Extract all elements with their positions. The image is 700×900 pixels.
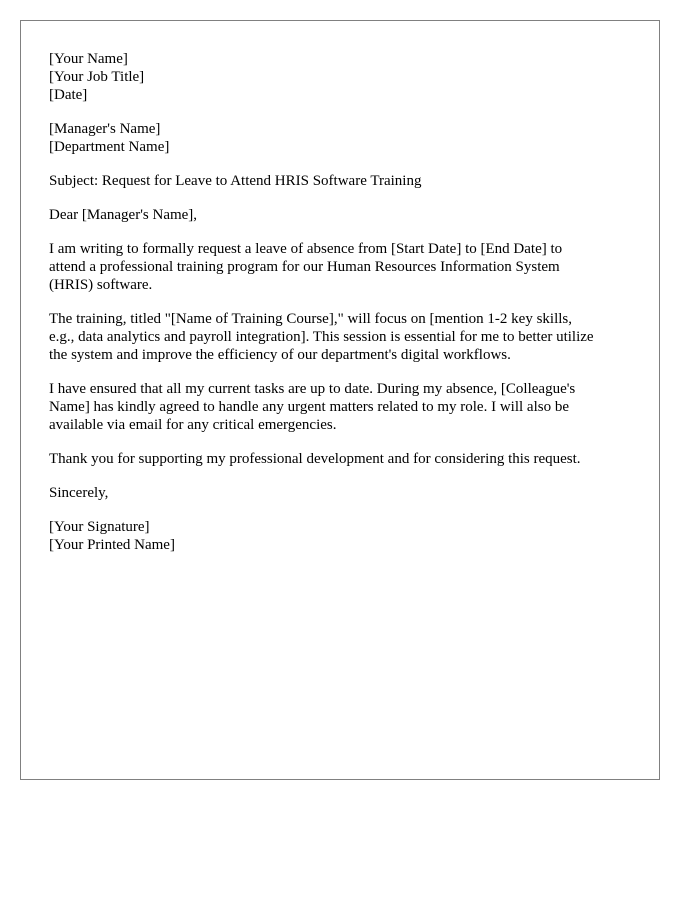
- letter-document: [20, 20, 660, 780]
- body-paragraph-2: [49, 310, 631, 364]
- signature-block: [49, 518, 631, 554]
- body-paragraph-1: [49, 240, 631, 294]
- body-paragraph-4: [49, 450, 631, 468]
- paragraph-line: I am writing to formally request a leave of absence from [Start Date] to [End Date] to: [49, 241, 563, 257]
- letter-date: [Date]: [49, 87, 88, 103]
- paragraph-line: (HRIS) software.: [49, 277, 153, 293]
- subject-line: [49, 172, 631, 190]
- sender-job-title: [Your Job Title]: [49, 69, 145, 85]
- paragraph-line: available via email for any critical emergencies.: [49, 417, 337, 433]
- paragraph-line: the system and improve the efficiency of our department's digital workflows.: [49, 347, 511, 363]
- sender-name: [Your Name]: [49, 51, 128, 67]
- paragraph-line: I have ensured that all my current tasks are up to date. During my absence, [Colleague's: [49, 381, 576, 397]
- signature-placeholder: [Your Signature]: [49, 519, 150, 535]
- salutation-text: Dear [Manager's Name],: [49, 207, 198, 223]
- paragraph-line: Thank you for supporting my professional development and for considering this request.: [49, 451, 581, 467]
- body-paragraph-3: [49, 380, 631, 434]
- recipient-name: [Manager's Name]: [49, 121, 161, 137]
- paragraph-line: e.g., data analytics and payroll integration]. This session is essential for me to better utilize: [49, 329, 594, 345]
- subject-text: Subject: Request for Leave to Attend HRIS Software Training: [49, 173, 422, 189]
- paragraph-line: Name] has kindly agreed to handle any urgent matters related to my role. I will also be: [49, 399, 569, 415]
- printed-name: [Your Printed Name]: [49, 537, 175, 553]
- paragraph-line: attend a professional training program for our Human Resources Information System: [49, 259, 560, 275]
- closing-text: Sincerely,: [49, 485, 109, 501]
- salutation: [49, 206, 631, 224]
- sender-block: [49, 50, 631, 104]
- recipient-department: [Department Name]: [49, 139, 170, 155]
- paragraph-line: The training, titled "[Name of Training Course]," will focus on [mention 1-2 key skills,: [49, 311, 573, 327]
- closing: [49, 484, 631, 502]
- recipient-block: [49, 120, 631, 156]
